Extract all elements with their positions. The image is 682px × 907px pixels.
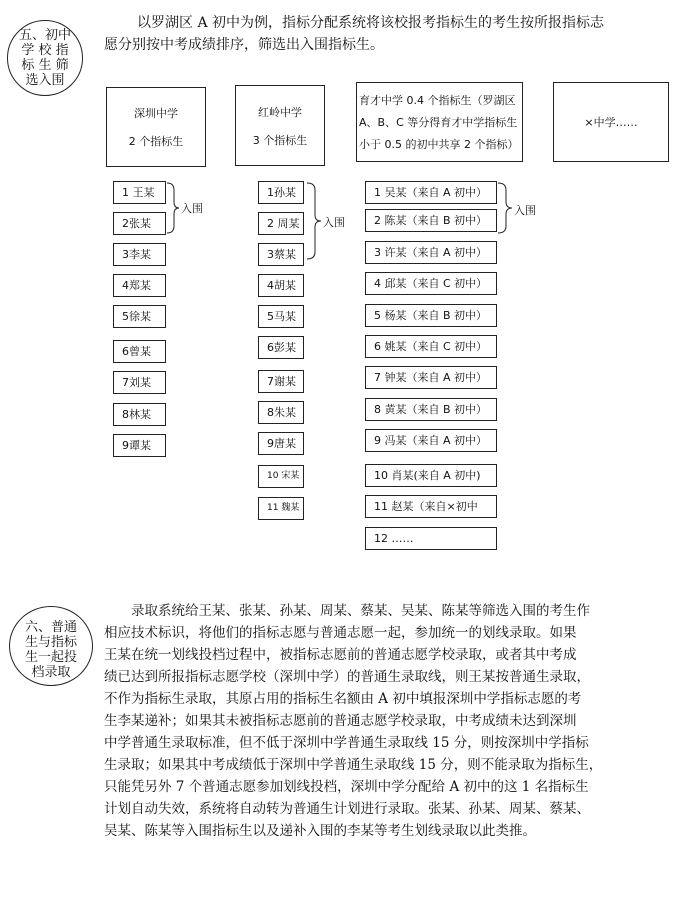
list-item: 3李某 [113,243,166,266]
section5-heading-line: 选入围 [25,73,65,88]
school-desc-line: 小于 0.5 的初中共享 2 个指标） [359,138,519,151]
list-item: 11 魏某 [258,497,304,520]
school-box-other [553,82,669,162]
list-item: 2张某 [113,212,166,235]
list-item: 8林某 [113,403,166,426]
section6-heading-line: 生与指标 [24,635,77,650]
school-name: ×中学…… [584,116,638,129]
intro-line: 以罗湖区 A 初中为例，指标分配系统将该校报考指标生的考生按所报指标志 [137,15,605,31]
list-item: 4胡某 [258,274,304,297]
list-item: 12 …… [365,527,497,550]
body-line: 录取系统给王某、张某、孙某、周某、蔡某、吴某、陈某等筛选入围的考生作 [131,603,590,619]
list-item: 7刘某 [113,371,166,394]
body-line: 不作为指标生录取，其原占用的指标生名额由 A 初中填报深圳中学指标志愿的考 [104,691,582,707]
school-name: 深圳中学 [134,107,178,120]
school-desc-line: 育才中学 0.4 个指标生（罗湖区 [359,94,516,107]
body-line: 生李某递补；如果其未被指标志愿前的普通志愿学校录取，中考成绩未达到深圳 [104,713,577,729]
body-line: 计划自动失效，系统将自动转为普通生计划进行录取。张某、孙某、周某、蔡某、 [104,801,590,817]
section5-heading-line: 五、初中 [18,28,71,43]
school-quota: 2 个指标生 [128,135,184,148]
list-item: 6曾某 [113,340,166,363]
list-item: 10 宋某 [258,465,304,488]
school-box-yucai [356,82,523,162]
list-item: 6彭某 [258,336,304,359]
school-quota: 3 个指标生 [252,133,308,147]
list-item: 4 邱某（来自 C 初中） [365,272,497,295]
section6-heading-line: 六、普通 [24,620,77,635]
school-name: 红岭中学 [258,105,302,119]
list-item: 3 许某（来自 A 初中） [365,241,497,264]
list-item: 8朱某 [258,401,304,424]
list-item: 9唐某 [258,432,304,455]
list-item: 9 冯某（来自 A 初中） [365,429,497,452]
section5-heading-line: 标 生 筛 [21,58,69,73]
list-item: 6 姚某（来自 C 初中） [365,335,497,358]
list-item: 5徐某 [113,305,166,328]
body-line: 只能凭另外 7 个普通志愿参加划线投档，深圳中学分配给 A 初中的这 1 名指标生 [104,779,589,795]
intro-line: 愿分别按中考成绩排序，筛选出入围指标生。 [104,37,384,53]
body-line: 吴某、陈某等入围指标生以及递补入围的李某等考生划线录取以此类推。 [104,823,536,839]
section5-heading [12,28,78,88]
list-item: 7 钟某（来自 A 初中） [365,366,497,389]
school-box-shenzhen [106,87,206,167]
list-item: 1 吴某（来自 A 初中） [365,181,497,204]
section5-intro [104,12,674,56]
brace [497,182,513,234]
body-line: 绩已达到所报指标志愿学校（深圳中学）的普通生录取线，则王某按普通生录取， [104,669,590,685]
section6-heading-line: 生一起投 [24,650,77,665]
list-item: 3蔡某 [258,243,304,266]
list-item: 11 赵某（来自×初中 [365,495,497,518]
list-item: 9谭某 [113,434,166,457]
list-item: 5 杨某（来自 B 初中） [365,304,497,327]
list-item: 4郑某 [113,274,166,297]
list-item: 8 黄某（来自 B 初中） [365,398,497,421]
body-line: 相应技术标识，将他们的指标志愿与普通志愿一起，参加统一的划线录取。如果 [104,625,577,641]
list-item: 1 王某 [113,181,166,204]
body-line: 中学普通生录取标准，但不低于深圳中学普通生录取线 15 分，则按深圳中学指标 [104,735,589,751]
list-item: 5马某 [258,305,304,328]
section6-body [104,600,676,842]
list-item: 7谢某 [258,370,304,393]
section6-heading [14,620,88,680]
list-item: 2 周某 [258,212,304,235]
section6-heading-line: 档录取 [31,665,71,680]
section5-heading-line: 学 校 指 [21,43,69,58]
body-line: 王某在统一划线投档过程中，被指标志愿前的普通志愿学校录取，或者其中考成 [104,647,577,663]
ruwei-label: 入围 [181,202,203,215]
ruwei-label: 入围 [514,204,536,217]
list-item: 2 陈某（来自 B 初中） [365,209,497,232]
body-line: 生录取；如果其中考成绩低于深圳中学普通生录取线 15 分，则不能录取为指标生， [104,757,603,773]
brace [166,182,180,234]
list-item: 1孙某 [258,181,304,204]
list-item: 10 肖某(来自 A 初中) [365,464,497,487]
ruwei-label: 入围 [323,216,345,229]
school-desc-line: A、B、C 等分得育才中学指标生 [359,116,518,129]
school-box-hongling [235,85,325,166]
brace [306,182,322,260]
